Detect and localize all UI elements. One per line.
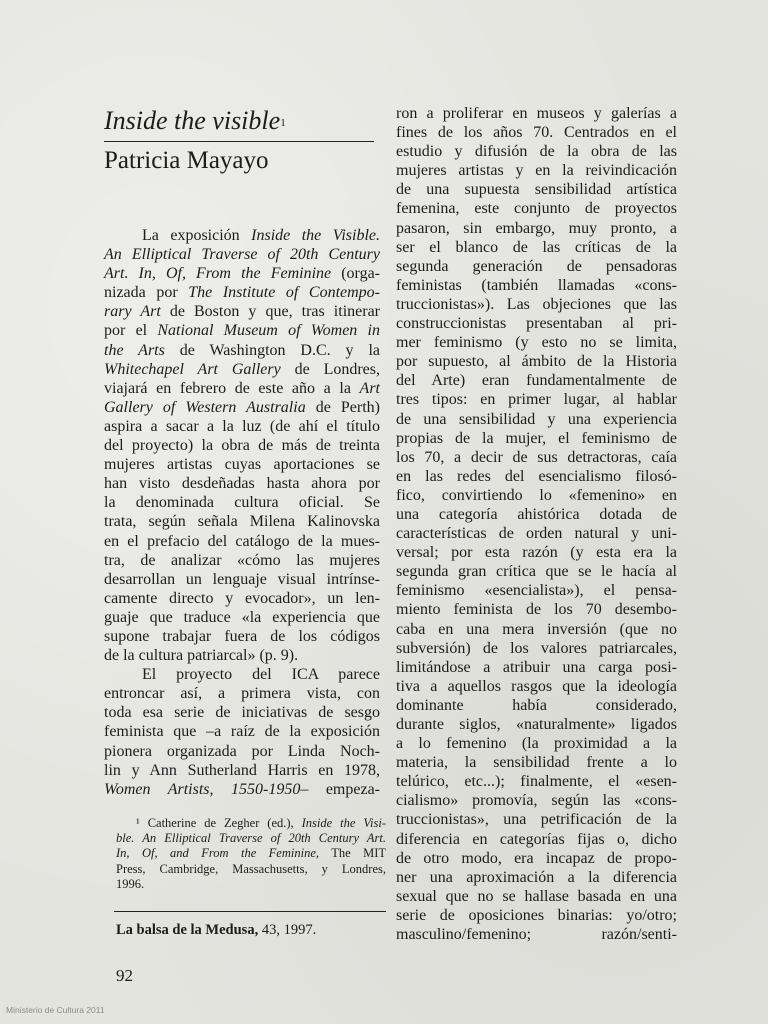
text-run: telúrico, etc...); finalmente, el «esen-	[396, 773, 677, 791]
footnote-line	[116, 831, 386, 846]
text-line	[396, 390, 677, 409]
text-run: femenina, este conjunto de proyectos	[396, 200, 677, 218]
text-run: la denominada cultura oficial. Se	[104, 494, 380, 512]
text-run: guaje que traduce «la experiencia que	[104, 608, 380, 626]
text-line	[396, 868, 677, 887]
text-run: han visto desdeñadas hasta ahora por	[104, 475, 380, 493]
text-line	[396, 677, 677, 696]
text-line	[104, 226, 380, 245]
text-line	[104, 665, 380, 684]
text-line	[396, 639, 677, 658]
journal-issue: 43, 1997.	[258, 922, 317, 938]
text-line	[396, 448, 677, 467]
text-run: feminista que –a raíz de la exposición	[104, 723, 380, 741]
italic-text: the Arts	[104, 341, 165, 359]
text-run: segunda gran crítica que se le hacía al	[396, 563, 677, 581]
text-line	[104, 532, 380, 551]
text-run: en las redes del esencialismo filosó-	[396, 467, 677, 485]
italic-text: ble. An Elliptical Traverse of 20th Century Art.	[116, 831, 386, 846]
text-line	[396, 238, 677, 257]
text-line	[396, 620, 677, 639]
text-run: de Boston y que, tras itinerar	[160, 303, 380, 321]
text-run: ner una aproximación a la diferencia	[396, 868, 677, 886]
text-line	[104, 436, 380, 455]
text-run: toda esa serie de iniciativas de sesgo	[104, 704, 380, 722]
text-run: Press, Cambridge, Massachusetts, y Londres,	[116, 861, 386, 876]
text-line	[396, 734, 677, 753]
text-line	[396, 925, 677, 944]
text-run: ser el blanco de las críticas de la	[396, 238, 677, 256]
text-run: miento feminista de los 70 desembo-	[396, 601, 677, 619]
text-line	[396, 257, 677, 276]
italic-text: An Elliptical Traverse of 20th Century	[104, 246, 380, 264]
text-run: del Arte) eran fundamentalmente de	[396, 372, 677, 390]
text-run: La exposición	[142, 227, 252, 244]
text-line	[396, 295, 677, 314]
text-line	[396, 161, 677, 180]
title-divider	[104, 141, 374, 142]
text-line	[104, 321, 380, 340]
text-run: del proyecto) la obra de más de treinta	[104, 437, 380, 455]
text-run: truccionistas»). Las objeciones que las	[396, 295, 677, 313]
text-line	[396, 371, 677, 390]
text-run: truccionistas», una petrificación de la	[396, 811, 677, 829]
text-line	[104, 780, 380, 799]
text-line	[104, 417, 380, 436]
journal-citation	[116, 921, 316, 939]
text-line	[396, 772, 677, 791]
right-column-body	[396, 104, 677, 944]
text-line	[104, 627, 380, 646]
page-number: 92	[116, 966, 133, 985]
text-run: supone trabajar fuera de los códigos	[104, 627, 380, 645]
scan-credit: Ministerio de Cultura 2011	[6, 1005, 105, 1015]
text-run: limitándose a atribuir una carga posi-	[396, 658, 677, 676]
italic-text: Women Artists, 1550-1950	[104, 780, 301, 798]
text-line	[396, 276, 677, 295]
text-line	[104, 341, 380, 360]
text-run: nizada por	[104, 284, 189, 302]
text-line	[396, 180, 677, 199]
text-line	[104, 398, 380, 417]
italic-text: The Institute of Contempo-	[188, 284, 381, 302]
text-run: durante siglos, «naturalmente» ligados	[396, 716, 677, 733]
text-line	[104, 684, 380, 703]
text-line	[396, 753, 677, 772]
text-run: feministas (también llamadas «cons-	[396, 276, 677, 294]
text-line	[396, 715, 677, 734]
text-line	[396, 410, 677, 429]
text-run: por el	[104, 322, 158, 340]
text-line	[396, 123, 677, 142]
text-run: dominante había considerado,	[396, 696, 677, 714]
text-run: materia, la sensibilidad frente a lo	[396, 754, 677, 772]
italic-text: Inside the Visi-	[301, 816, 387, 830]
text-line	[396, 562, 677, 581]
text-line	[104, 302, 380, 321]
left-column-body	[104, 226, 380, 799]
text-line	[396, 696, 677, 715]
italic-text: Whitechapel Art Gallery	[104, 360, 281, 378]
text-run: trata, según señala Milena Kalinovska	[104, 513, 380, 531]
text-run: mujeres artistas y en la reivindicación	[396, 162, 677, 180]
text-run: de la cultura patriarcal» (p. 9).	[104, 647, 299, 665]
text-line	[396, 314, 677, 333]
text-line	[104, 283, 380, 302]
text-line	[104, 608, 380, 627]
footnote	[116, 816, 386, 892]
text-run: (orga-	[331, 265, 381, 283]
text-line	[396, 333, 677, 352]
text-run: pasaron, sin embargo, muy pronto, a	[396, 219, 677, 237]
text-run: mer feminismo (y esto no se limita,	[396, 334, 677, 352]
text-run: ¹ Catherine de Zegher (ed.),	[136, 816, 302, 830]
text-line	[104, 455, 380, 474]
text-run: estudio y difusión de la obra de las	[396, 143, 677, 161]
italic-text: National Museum of Women in	[157, 322, 380, 340]
title-footnote-marker: 1	[280, 117, 286, 129]
text-line	[396, 658, 677, 677]
text-run: lin y Ann Sutherland Harris en 1978,	[104, 761, 380, 779]
text-run: los 70, a decir de sus detractoras, caía	[396, 448, 677, 466]
text-run: tiva a aquellos rasgos que la ideología	[396, 677, 677, 695]
text-run: camente directo y evocador», un len-	[104, 589, 380, 607]
text-run: aspira a sacar a la luz (de ahí el título	[104, 417, 380, 435]
text-run: de Londres,	[280, 360, 380, 378]
text-line	[104, 761, 380, 780]
text-run: construccionistas presentaban al pri-	[396, 315, 677, 333]
text-line	[104, 703, 380, 722]
text-line	[396, 906, 677, 925]
text-run: segunda generación de pensadoras	[396, 257, 677, 275]
article-title-text: Inside the visible	[104, 106, 281, 135]
text-run: de una supuesta sensibilidad artística	[396, 181, 677, 199]
text-line	[396, 849, 677, 868]
text-line	[104, 589, 380, 608]
text-line	[396, 505, 677, 524]
text-line	[396, 810, 677, 829]
text-run: subversión) de los valores patriarcales,	[396, 639, 677, 657]
text-run: mujeres artistas cuyas aportaciones se	[104, 456, 380, 474]
text-line	[396, 352, 677, 371]
text-run: fico, convirtiendo lo «femenino» en	[396, 486, 677, 504]
text-line	[396, 581, 677, 600]
text-line	[396, 600, 677, 619]
text-line	[104, 722, 380, 741]
text-run: ron a proliferar en museos y galerías a	[396, 105, 677, 122]
text-line	[396, 791, 677, 810]
text-line	[396, 524, 677, 543]
text-run: tres tipos: en primer lugar, al hablar	[396, 391, 677, 409]
text-run: versal; por esta razón (y esta era la	[396, 544, 677, 562]
text-line	[396, 142, 677, 161]
text-line	[104, 360, 380, 379]
text-line	[104, 646, 380, 665]
text-line	[396, 467, 677, 486]
text-run: pionera organizada por Linda Noch-	[104, 742, 380, 760]
italic-text: Art	[359, 379, 380, 397]
text-line	[104, 264, 380, 283]
text-run: propias de la mujer, el feminismo de	[396, 429, 677, 447]
text-run: The MIT	[319, 846, 387, 861]
italic-text: In, Of, and From the Feminine,	[116, 846, 320, 861]
text-run: feminismo «esencialista»), el pensa-	[396, 582, 677, 600]
text-line	[104, 493, 380, 512]
text-line	[396, 887, 677, 906]
text-line	[396, 486, 677, 505]
text-line	[396, 104, 677, 123]
text-line	[104, 245, 380, 264]
text-run: de una sensibilidad y una experiencia	[396, 410, 677, 428]
text-line	[104, 570, 380, 589]
journal-name: La balsa de la Medusa,	[116, 922, 259, 938]
text-line	[104, 742, 380, 761]
text-run: de otro modo, era incapaz de propo-	[396, 849, 677, 867]
text-run: sexual que no se hallase basada en una	[396, 887, 677, 905]
text-run: tra, de analizar «cómo las mujeres	[104, 551, 380, 569]
footnote-line	[116, 877, 386, 892]
text-line	[396, 219, 677, 238]
text-line	[396, 543, 677, 562]
text-run: por supuesto, al ámbito de la Historia	[396, 353, 677, 371]
text-run: El proyecto del ICA parece	[142, 666, 380, 684]
journal-divider	[114, 911, 386, 912]
text-run: desarrollan un lenguaje visual intrínse-	[104, 570, 380, 588]
text-run: a lo femenino (la proximidad a la	[396, 735, 677, 753]
article-title	[104, 106, 286, 136]
text-run: en el prefacio del catálogo de la mues-	[104, 532, 380, 550]
text-run: de Perth)	[305, 398, 380, 416]
text-line	[396, 199, 677, 218]
text-run: una categoría ahistórica dotada de	[396, 505, 677, 523]
text-run: – empeza-	[300, 780, 380, 798]
italic-text: Art. In, Of, From the Feminine	[104, 265, 332, 283]
text-run: entroncar así, a primera vista, con	[104, 685, 380, 703]
text-run: características de orden natural y uni-	[396, 525, 677, 543]
text-line	[396, 830, 677, 849]
footnote-line	[116, 862, 386, 877]
text-line	[104, 512, 380, 531]
article-author: Patricia Mayayo	[104, 147, 269, 174]
text-run: masculino/femenino; razón/senti-	[396, 926, 677, 944]
text-run: cialismo» promovía, según las «cons-	[396, 792, 677, 810]
text-line	[104, 474, 380, 493]
text-run: de Washington D.C. y la	[164, 341, 380, 359]
footnote-line	[116, 816, 386, 831]
italic-text: Gallery of Western Australia	[104, 398, 306, 416]
text-run: 1996.	[116, 876, 145, 891]
italic-text: rary Art	[104, 303, 161, 321]
text-run: serie de oposiciones binarias: yo/otro;	[396, 906, 677, 924]
text-line	[104, 551, 380, 570]
text-line	[396, 429, 677, 448]
text-run: diferencia en categorías fijas o, dicho	[396, 830, 677, 848]
text-run: caba en una mera inversión (que no	[396, 620, 677, 638]
text-line	[104, 379, 380, 398]
text-run: fines de los años 70. Centrados en el	[396, 124, 677, 142]
footnote-line	[116, 846, 386, 861]
italic-text: Inside the Visible.	[251, 227, 380, 244]
text-run: viajará en febrero de este año a la	[104, 379, 360, 397]
